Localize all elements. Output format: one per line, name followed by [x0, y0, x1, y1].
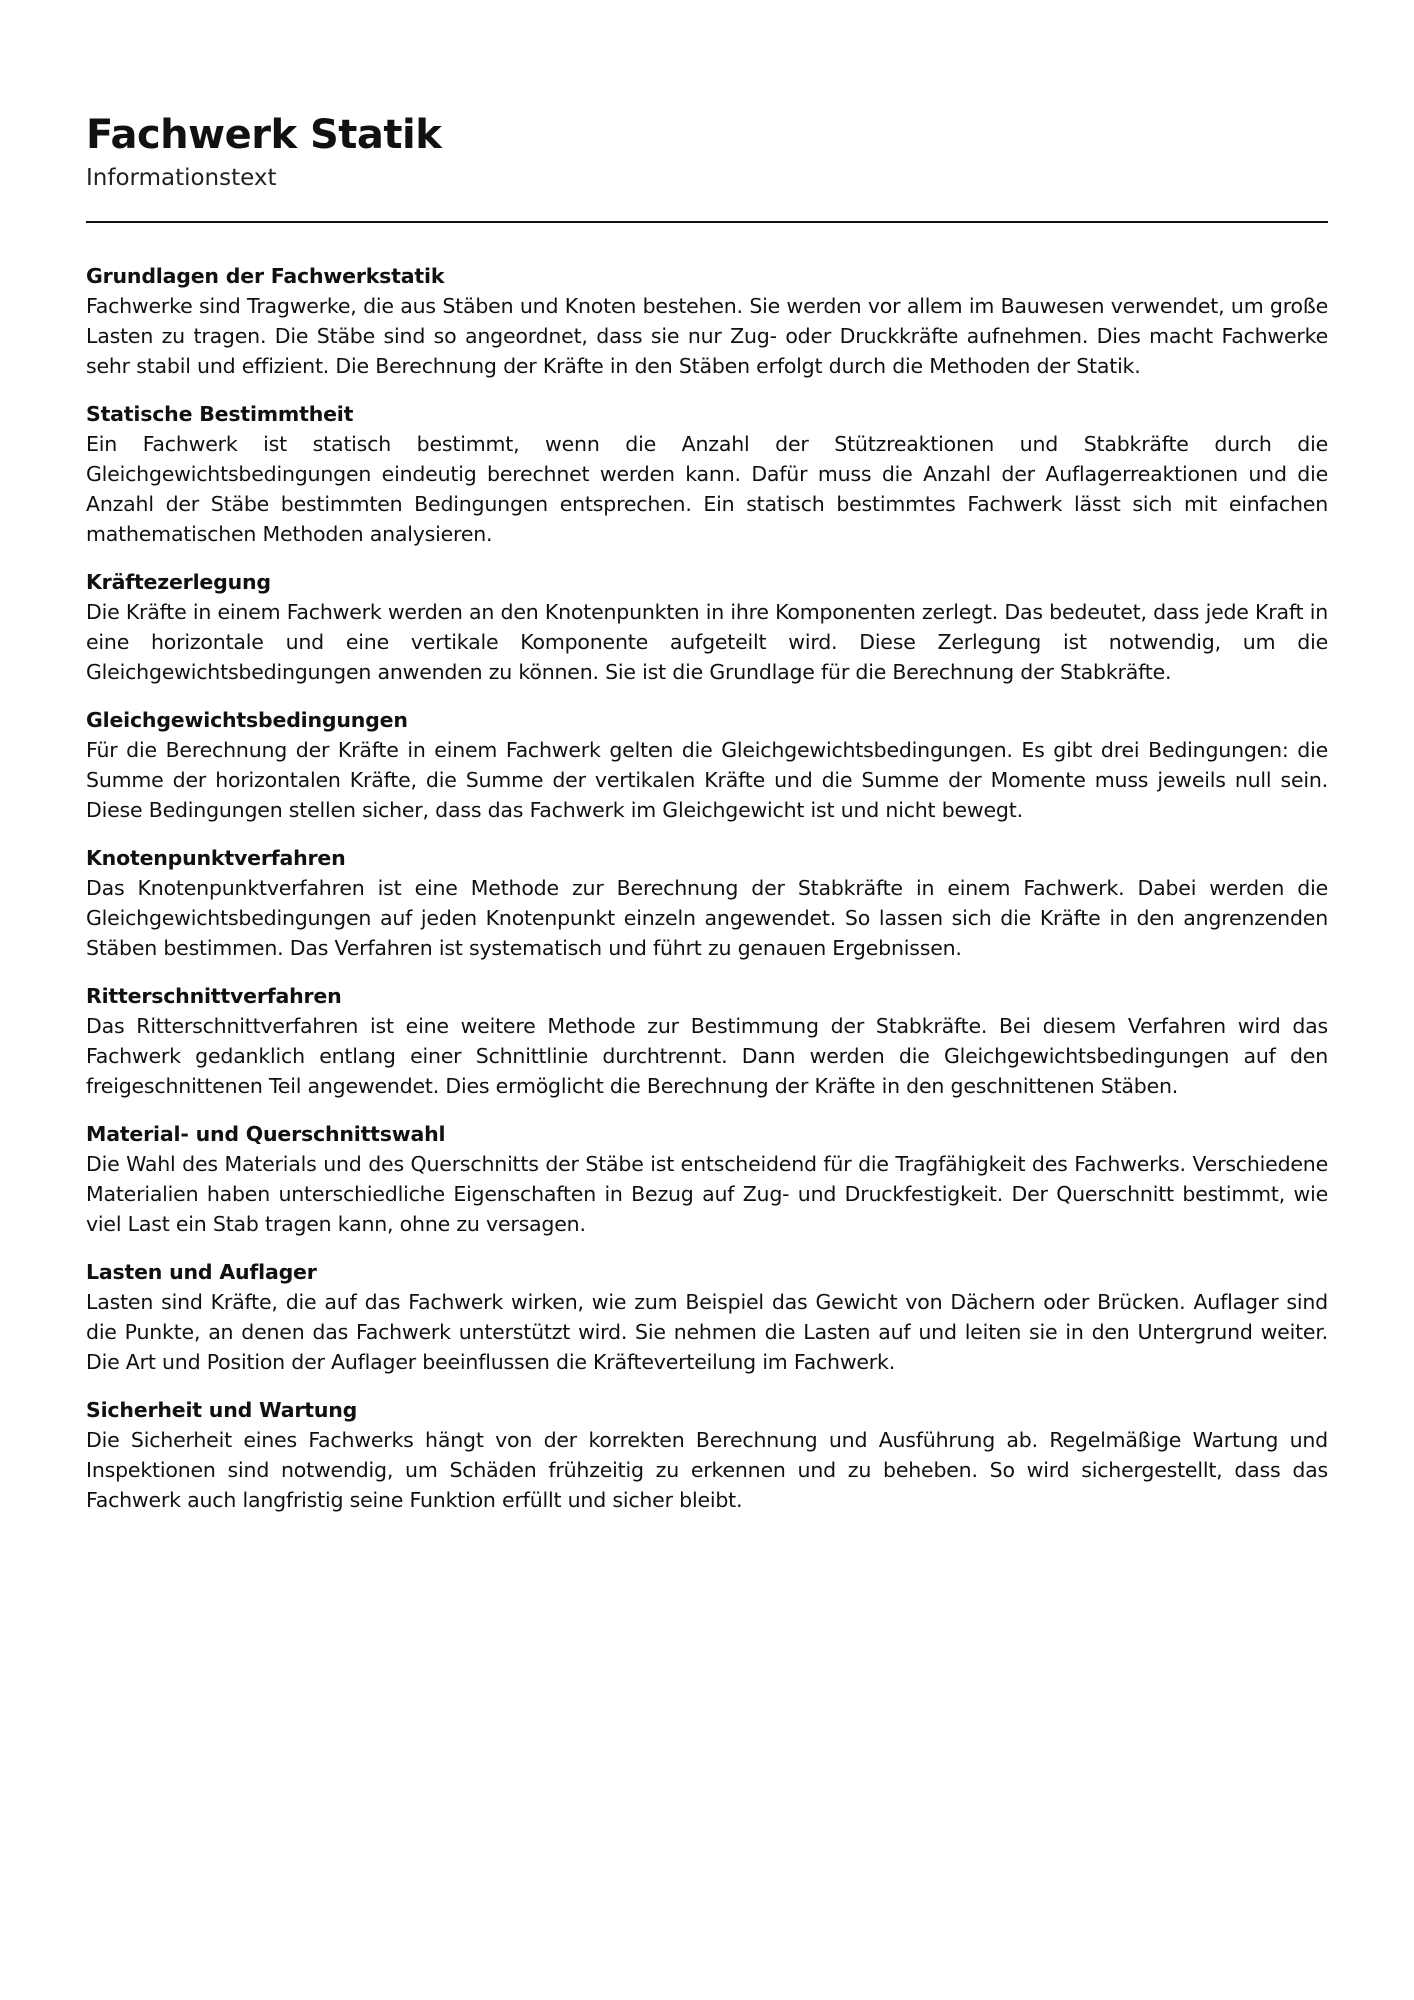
section-lasten-auflager: [86, 1257, 1328, 1377]
content-sections: [86, 261, 1328, 1515]
section-heading: Material- und Querschnittswahl: [86, 1122, 446, 1146]
section-heading: Statische Bestimmtheit: [86, 402, 354, 426]
document-page: [86, 110, 1328, 1533]
section-ritterschnittverfahren: [86, 981, 1328, 1101]
section-text: Das Knotenpunktverfahren ist eine Methode zur Berechnung der Stabkräfte in einem Fachwerk. Dabei werden die Gleichgewichtsbedingungen auf jeden Knotenpunkt einzeln angewendet. So lassen sich die Kräfte in den angrenzenden Stäben bestimmen. Das Verfahren ist systematisch und führt zu genauen Ergebnissen.: [86, 876, 1328, 960]
section-text: Für die Berechnung der Kräfte in einem Fachwerk gelten die Gleichgewichtsbedingungen. Es gibt drei Bedingungen: die Summe der horizontalen Kräfte, die Summe der vertikalen Kräfte und die Summe der Momente muss jeweils null sein. Diese Bedingungen stellen sicher, dass das Fachwerk im Gleichgewicht ist und nicht bewegt.: [86, 738, 1328, 822]
section-heading: Gleichgewichtsbedingungen: [86, 708, 408, 732]
header-divider: [86, 221, 1328, 223]
page-title: Fachwerk Statik: [86, 112, 442, 158]
section-heading: Sicherheit und Wartung: [86, 1398, 358, 1422]
section-knotenpunktverfahren: [86, 843, 1328, 963]
section-gleichgewichtsbedingungen: [86, 705, 1328, 825]
section-sicherheit-wartung: [86, 1395, 1328, 1515]
section-grundlagen: [86, 261, 1328, 381]
section-heading: Lasten und Auflager: [86, 1260, 317, 1284]
section-statische-bestimmtheit: [86, 399, 1328, 549]
section-text: Ein Fachwerk ist statisch bestimmt, wenn die Anzahl der Stützreaktionen und Stabkräfte durch die Gleichgewichtsbedingungen eindeutig berechnet werden kann. Dafür muss die Anzahl der Auflagerreaktionen und die Anzahl der Stäbe bestimmten Bedingungen entsprechen. Ein statisch bestimmtes Fachwerk lässt sich mit einfachen mathematischen Methoden analysieren.: [86, 432, 1328, 546]
section-heading: Kräftezerlegung: [86, 570, 271, 594]
section-text: Die Kräfte in einem Fachwerk werden an den Knotenpunkten in ihre Komponenten zerlegt. Das bedeutet, dass jede Kraft in eine horizontale und eine vertikale Komponente aufgeteilt wird. Diese Zerlegung ist notwendig, um die Gleichgewichtsbedingungen anwenden zu können. Sie ist die Grundlage für die Berechnung der Stabkräfte.: [86, 600, 1328, 684]
section-heading: Grundlagen der Fachwerkstatik: [86, 264, 445, 288]
section-text: Die Sicherheit eines Fachwerks hängt von der korrekten Berechnung und Ausführung ab. Regelmäßige Wartung und Inspektionen sind notwendig, um Schäden frühzeitig zu erkennen und zu beheben. So wird sichergestellt, dass das Fachwerk auch langfristig seine Funktion erfüllt und sicher bleibt.: [86, 1428, 1328, 1512]
section-text: Fachwerke sind Tragwerke, die aus Stäben und Knoten bestehen. Sie werden vor allem im Bauwesen verwendet, um große Lasten zu tragen. Die Stäbe sind so angeordnet, dass sie nur Zug- oder Druckkräfte aufnehmen. Dies macht Fachwerke sehr stabil und effizient. Die Berechnung der Kräfte in den Stäben erfolgt durch die Methoden der Statik.: [86, 294, 1328, 378]
section-material-querschnittswahl: [86, 1119, 1328, 1239]
section-text: Lasten sind Kräfte, die auf das Fachwerk wirken, wie zum Beispiel das Gewicht von Dächern oder Brücken. Auflager sind die Punkte, an denen das Fachwerk unterstützt wird. Sie nehmen die Lasten auf und leiten sie in den Untergrund weiter. Die Art und Position der Auflager beeinflussen die Kräfteverteilung im Fachwerk.: [86, 1290, 1328, 1374]
section-heading: Ritterschnittverfahren: [86, 984, 342, 1008]
section-heading: Knotenpunktverfahren: [86, 846, 346, 870]
section-text: Die Wahl des Materials und des Querschnitts der Stäbe ist entscheidend für die Tragfähigkeit des Fachwerks. Verschiedene Materialien haben unterschiedliche Eigenschaften in Bezug auf Zug- und Druckfestigkeit. Der Querschnitt bestimmt, wie viel Last ein Stab tragen kann, ohne zu versagen.: [86, 1152, 1328, 1236]
section-kraeftezerlegung: [86, 567, 1328, 687]
page-subtitle: Informationstext: [86, 165, 277, 191]
section-text: Das Ritterschnittverfahren ist eine weitere Methode zur Bestimmung der Stabkräfte. Bei diesem Verfahren wird das Fachwerk gedanklich entlang einer Schnittlinie durchtrennt. Dann werden die Gleichgewichtsbedingungen auf den freigeschnittenen Teil angewendet. Dies ermöglicht die Berechnung der Kräfte in den geschnittenen Stäben.: [86, 1014, 1328, 1098]
